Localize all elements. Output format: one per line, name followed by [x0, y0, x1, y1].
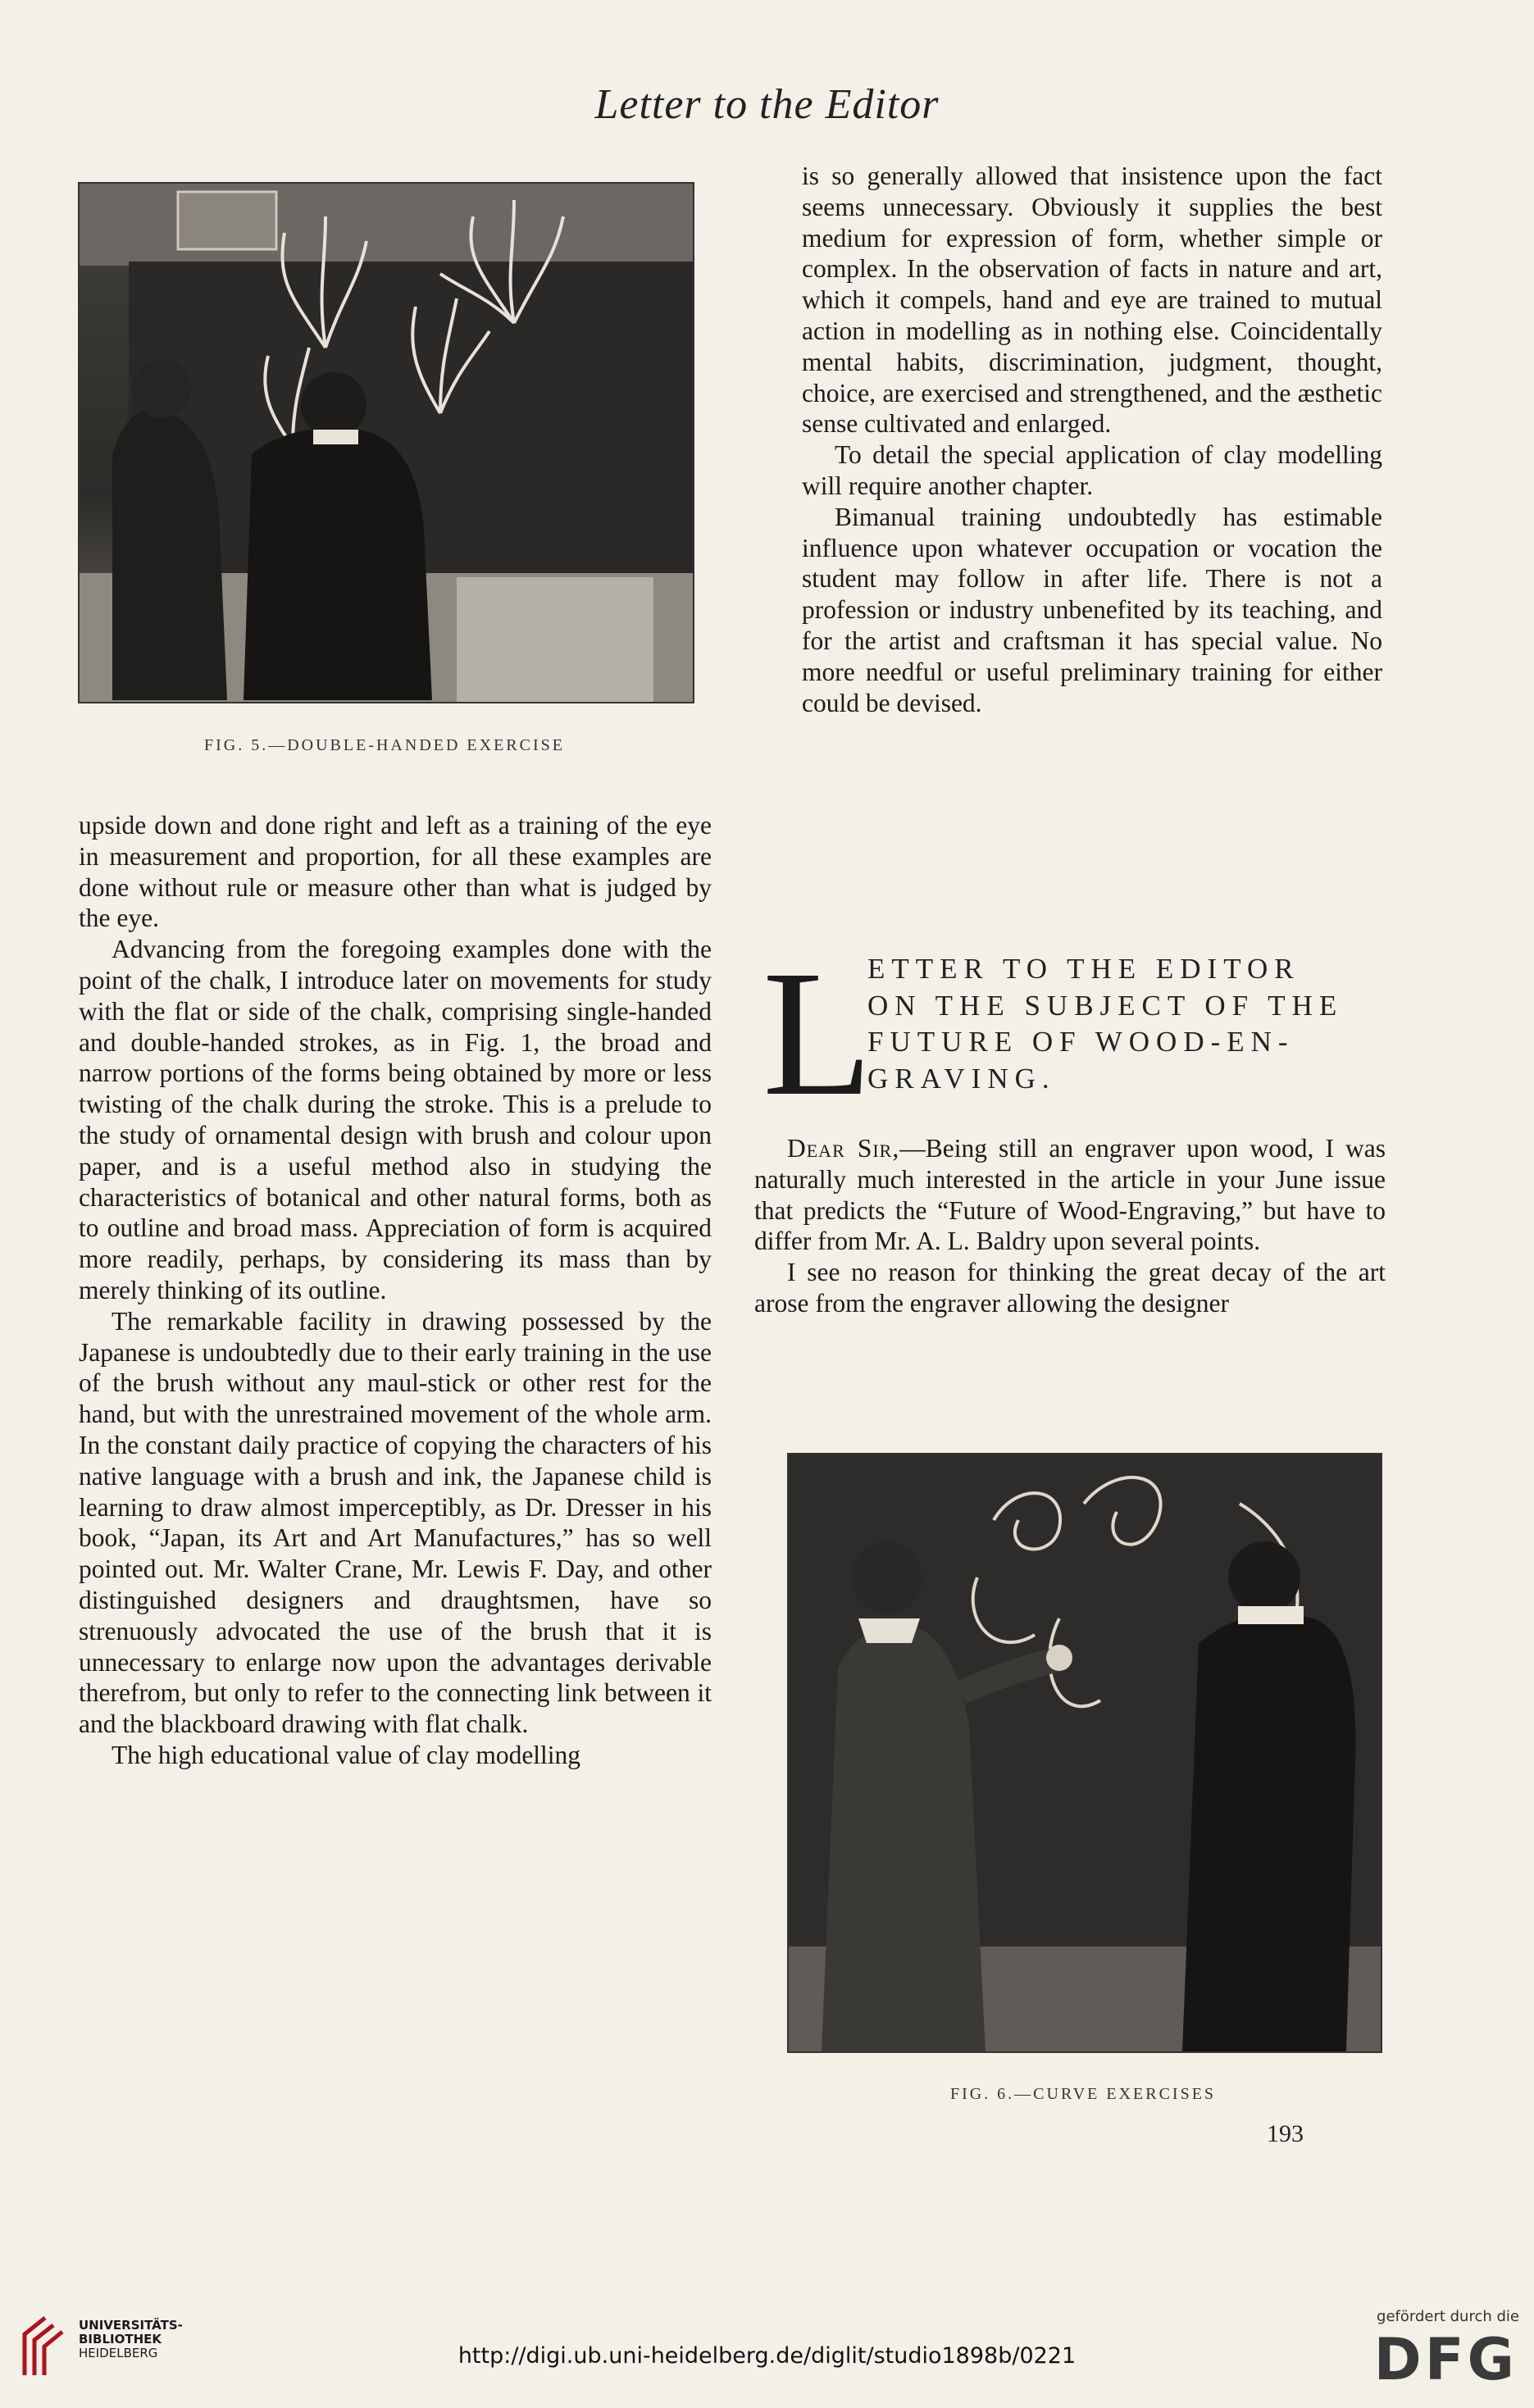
left-paragraph-4: The high educational value of clay modelling — [112, 1740, 581, 1769]
library-line-2: BIBLIOTHEK — [79, 2332, 162, 2347]
letter-paragraph-1-text: —Being still an engraver upon wood, I was naturally much interested in the article in your June issue that predicts the “Future of Wood-Engraving,” but have to differ from Mr. A. L. Baldry upon several points. — [754, 1134, 1386, 1256]
left-paragraph-1: upside down and done right and left as a training of the eye in measurement and proportion, for all these examples are done without rule or measure other than what is judged by the eye. — [79, 811, 712, 933]
figure-6-caption: FIG. 6.—CURVE EXERCISES — [949, 2085, 1217, 2103]
heading-line-4: GRAVING. — [867, 1062, 1056, 1095]
source-url-link[interactable]: http://digi.ub.uni-heidelberg.de/diglit/studio1898b/0221 — [457, 2343, 1077, 2369]
figure-6-illustration — [789, 1454, 1381, 2051]
letter-paragraph-2: I see no reason for thinking the great decay of the art arose from the engraver allowing the designer — [754, 1258, 1386, 1318]
letter-body — [754, 1133, 1386, 1319]
figure-6-photo — [787, 1453, 1382, 2053]
figure-5-caption: FIG. 5.—DOUBLE-HANDED EXERCISE — [204, 736, 565, 754]
figure-5-illustration — [80, 184, 693, 702]
library-line-3: HEIDELBERG — [79, 2346, 158, 2360]
library-line-1: UNIVERSITÄTS- — [79, 2318, 183, 2333]
right-paragraph-3: Bimanual training undoubtedly has estimable influence upon whatever occupation or vocation the student may follow in after life. There is not a profession or industry unbenefited by its teaching, and for the artist and craftsman it has special value. No more needful or useful preliminary training for either could be devised. — [802, 502, 1382, 717]
page-number: 193 — [1267, 2120, 1304, 2147]
left-column — [79, 810, 712, 1771]
letter-paragraph-1 — [754, 1133, 1386, 1257]
funding-text: gefördert durch die — [1377, 2308, 1519, 2325]
letter-heading — [867, 951, 1392, 1097]
right-paragraph-1: is so generally allowed that insistence upon the fact seems unnecessary. Obviously it supplies the best medium for expression of form, whether simple or complex. In the observation of facts in nature and art, which it compels, hand and eye are trained to mutual action in modelling as in nothing else. Coincidentally mental habits, discrimination, judgment, thought, choice, are exercised and strengthened, and the æsthetic sense cultivated and enlarged. — [802, 162, 1382, 439]
dfg-logo: DFG — [1373, 2326, 1518, 2393]
left-paragraph-3: The remarkable facility in drawing possessed by the Japanese is undoubtedly due to their early training in the use of the brush without any maul-stick or other rest for the hand, but with the unrestrained movement of the whole arm. In the constant daily practice of copying the characters of his native language with a brush and ink, the Japanese child is learning to draw almost imperceptibly, as Dr. Dresser in his book, “Japan, its Art and Art Manufactures,” has so well pointed out. Mr. Walter Crane, Mr. Lewis F. Day, and other distinguished designers and draughtsmen, have so strenuously advocated the use of the brush that it is unnecessary to enlarge now upon the advantages derivable therefrom, but only to refer to the connecting link between it and the blackboard drawing with flat chalk. — [79, 1306, 712, 1739]
drop-cap: L — [762, 933, 873, 1133]
left-paragraph-2: Advancing from the foregoing examples done with the point of the chalk, I introduce later on movements for study with the flat or side of the chalk, comprising single-handed and double-handed strokes, as in Fig. 1, the broad and narrow portions of the forms being obtained by more or less twisting of the chalk during the stroke. This is a prelude to the study of ornamental design with brush and colour upon paper, and is a useful method also in studying the characteristics of botanical and other natural forms, both as to outline and broad mass. Appreciation of form is acquired more readily, perhaps, by considering its mass than by merely thinking of its outline. — [79, 935, 712, 1304]
figure-5-photo — [78, 182, 694, 703]
heading-line-3: FUTURE OF WOOD-EN- — [867, 1026, 1295, 1058]
heading-line-1: ETTER TO THE EDITOR — [867, 953, 1300, 985]
heading-line-2: ON THE SUBJECT OF THE — [867, 989, 1344, 1022]
running-header: Letter to the Editor — [594, 81, 940, 128]
right-paragraph-2: To detail the special application of clay modelling will require another chapter. — [802, 440, 1382, 500]
salutation: Dear Sir, — [787, 1134, 900, 1163]
right-column-top — [802, 161, 1382, 718]
